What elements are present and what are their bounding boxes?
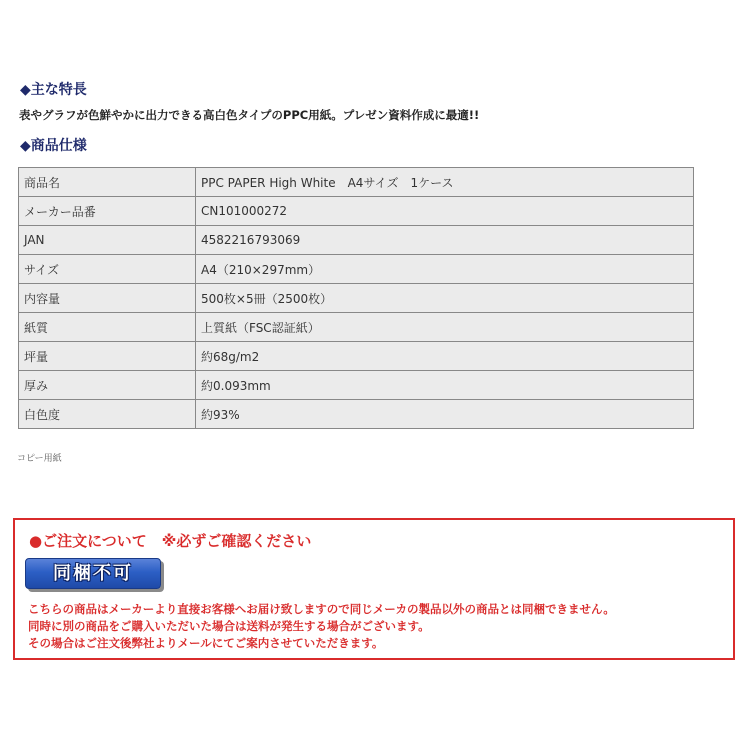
spec-label: 白色度 [19, 400, 196, 429]
spec-label: 坪量 [19, 342, 196, 371]
spec-value: PPC PAPER High White A4サイズ 1ケース [196, 168, 694, 197]
table-row [19, 197, 694, 226]
spec-label: メーカー品番 [19, 197, 196, 226]
notice-line: こちらの商品はメーカーより直接お客様へお届け致しますので同じメーカの製品以外の商品とは同梱できません。 [28, 602, 615, 616]
spec-table [18, 167, 694, 429]
table-row [19, 371, 694, 400]
category-note: コピー用紙 [17, 454, 62, 464]
order-notice-box [13, 518, 735, 660]
spec-value: 約68g/m2 [196, 342, 694, 371]
spec-value: 4582216793069 [196, 226, 694, 255]
spec-label: 商品名 [19, 168, 196, 197]
spec-value: 上質紙（FSC認証紙） [196, 313, 694, 342]
features-description: 表やグラフが色鮮やかに出力できる高白色タイプのPPC用紙。プレゼン資料作成に最適!! [19, 108, 480, 122]
notice-line: その場合はご注文後弊社よりメールにてご案内させていただきます。 [28, 636, 384, 650]
spec-value: 約0.093mm [196, 371, 694, 400]
notice-line: 同時に別の商品をご購入いただいた場合は送料が発生する場合がございます。 [28, 619, 430, 633]
table-row [19, 342, 694, 371]
spec-label: JAN [19, 226, 196, 255]
table-row [19, 168, 694, 197]
spec-label: 厚み [19, 371, 196, 400]
table-row [19, 226, 694, 255]
table-row [19, 284, 694, 313]
spec-value: 500枚×5冊（2500枚） [196, 284, 694, 313]
spec-label: サイズ [19, 255, 196, 284]
notice-body [28, 601, 615, 652]
spec-value: 約93% [196, 400, 694, 429]
spec-value: CN101000272 [196, 197, 694, 226]
spec-label: 紙質 [19, 313, 196, 342]
spec-value: A4（210×297mm） [196, 255, 694, 284]
table-row [19, 255, 694, 284]
spec-label: 内容量 [19, 284, 196, 313]
no-bundling-badge: 同梱不可 [25, 558, 161, 589]
table-row [19, 313, 694, 342]
table-row [19, 400, 694, 429]
notice-title: ●ご注文について ※必ずご確認ください [29, 532, 312, 550]
spec-heading: ◆商品仕様 [20, 138, 87, 154]
features-heading: ◆主な特長 [20, 82, 87, 98]
